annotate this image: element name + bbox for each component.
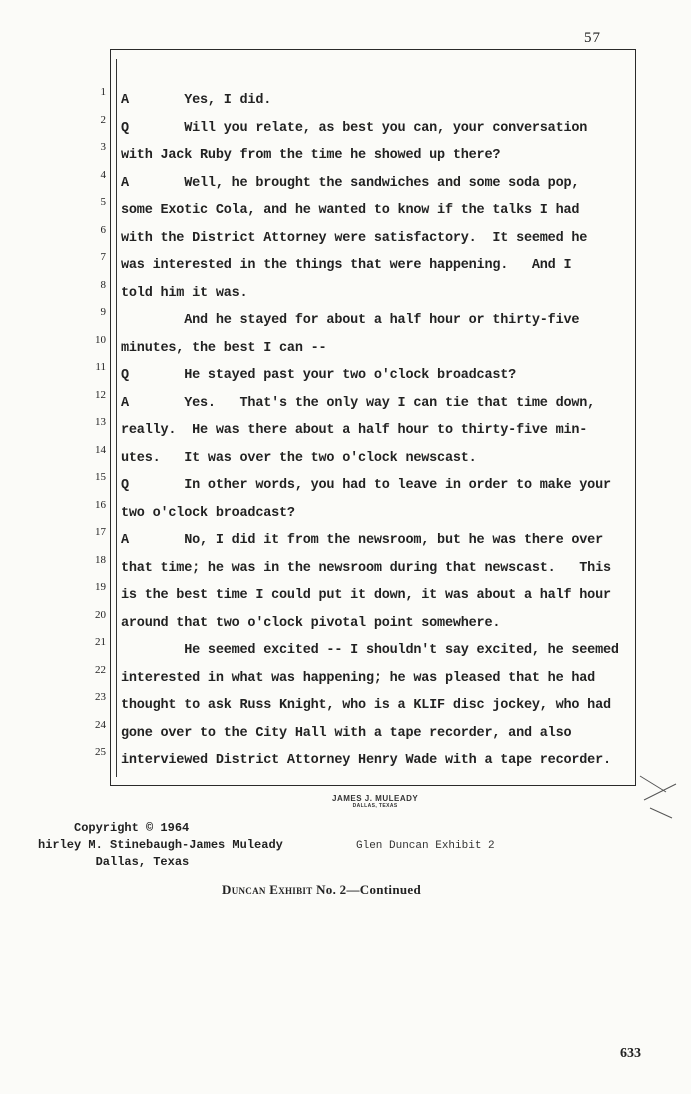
transcript-line: He seemed excited -- I shouldn't say excited, he seemed — [121, 643, 619, 658]
transcript-line: with the District Attorney were satisfactory. It seemed he — [121, 230, 588, 246]
copyright-holders: hirley M. Stinebaugh-James Muleady — [38, 838, 283, 852]
line-number: 23 — [95, 691, 106, 703]
transcript-line: is the best time I could put it down, it was about a half hour — [121, 588, 611, 603]
line-number: 14 — [95, 443, 106, 456]
line-number: 18 — [95, 553, 106, 566]
line-number: 7 — [100, 251, 106, 263]
copyright-line: Copyright © 1964 — [38, 821, 190, 835]
transcript-line: minutes, the best I can -- — [121, 340, 327, 356]
transcript-line: really. He was there about a half hour to thirty-five min- — [121, 423, 588, 438]
line-number: 25 — [95, 746, 106, 758]
line-number: 2 — [100, 113, 106, 126]
line-number: 11 — [95, 361, 106, 373]
copyright-location: Dallas, Texas — [38, 855, 190, 869]
line-number: 24 — [95, 718, 106, 731]
transcript-line: A No, I did it from the newsroom, but he was there over — [121, 533, 603, 548]
transcript-line: Q Will you relate, as best you can, your conversation — [121, 120, 588, 136]
line-number: 12 — [95, 388, 106, 401]
exhibit-caption — [222, 882, 421, 898]
exhibit-label: Glen Duncan Exhibit 2 — [356, 840, 495, 852]
line-number: 10 — [95, 333, 106, 346]
line-number: 20 — [95, 608, 106, 621]
line-number: 21 — [95, 636, 106, 648]
line-number: 6 — [100, 223, 106, 236]
transcript-line: was interested in the things that were happening. And I — [121, 258, 572, 273]
line-number-column — [82, 86, 110, 774]
reporter-city: DALLAS, TEXAS — [352, 803, 398, 809]
transcript-body — [121, 87, 636, 775]
court-reporter-stamp — [332, 794, 418, 809]
line-number: 9 — [100, 306, 106, 318]
transcript-line: two o'clock broadcast? — [121, 505, 295, 521]
line-number: 3 — [100, 141, 106, 153]
transcript-line: And he stayed for about a half hour or thirty-five — [121, 313, 580, 328]
transcript-line: interested in what was happening; he was pleased that he had — [121, 670, 596, 686]
line-number: 16 — [95, 498, 106, 511]
transcript-line: that time; he was in the newsroom during that newscast. This — [121, 560, 611, 576]
transcript-line: interviewed District Attorney Henry Wade with a tape recorder. — [121, 753, 611, 768]
line-number: 13 — [95, 416, 106, 428]
transcript-line: utes. It was over the two o'clock newscast. — [121, 450, 477, 466]
transcript-line: with Jack Ruby from the time he showed up there? — [121, 148, 501, 163]
line-number: 19 — [95, 581, 106, 593]
transcript-line: A Well, he brought the sandwiches and some soda pop, — [121, 175, 580, 191]
line-number: 22 — [95, 663, 106, 676]
transcript-line: around that two o'clock pivotal point somewhere. — [121, 615, 501, 631]
line-number: 5 — [100, 196, 106, 208]
line-number: 8 — [100, 278, 106, 291]
transcript-line: A Yes. That's the only way I can tie that time down, — [121, 395, 596, 411]
line-number: 17 — [95, 526, 106, 538]
transcript-line: A Yes, I did. — [121, 93, 272, 108]
page-number-top: 57 — [584, 30, 601, 46]
caption-rest: No. 2—Continued — [312, 882, 421, 897]
margin-rule — [116, 59, 117, 777]
line-number: 15 — [95, 471, 106, 483]
reporter-name: JAMES J. MULEADY — [332, 794, 419, 803]
copyright-block — [38, 820, 283, 871]
transcript-line: thought to ask Russ Knight, who is a KLIF disc jockey, who had — [121, 698, 611, 713]
transcript-line: told him it was. — [121, 285, 248, 301]
transcript-line: Q He stayed past your two o'clock broadcast? — [121, 368, 517, 383]
page-number-bottom: 633 — [620, 1046, 641, 1061]
pen-mark — [636, 770, 686, 830]
transcript-line: some Exotic Cola, and he wanted to know if the talks I had — [121, 203, 580, 218]
transcript-line: gone over to the City Hall with a tape recorder, and also — [121, 725, 572, 741]
caption-prefix: Duncan Exhibit — [222, 882, 313, 897]
line-number: 1 — [100, 86, 106, 98]
transcript-line: Q In other words, you had to leave in order to make your — [121, 478, 611, 493]
line-number: 4 — [100, 168, 106, 181]
